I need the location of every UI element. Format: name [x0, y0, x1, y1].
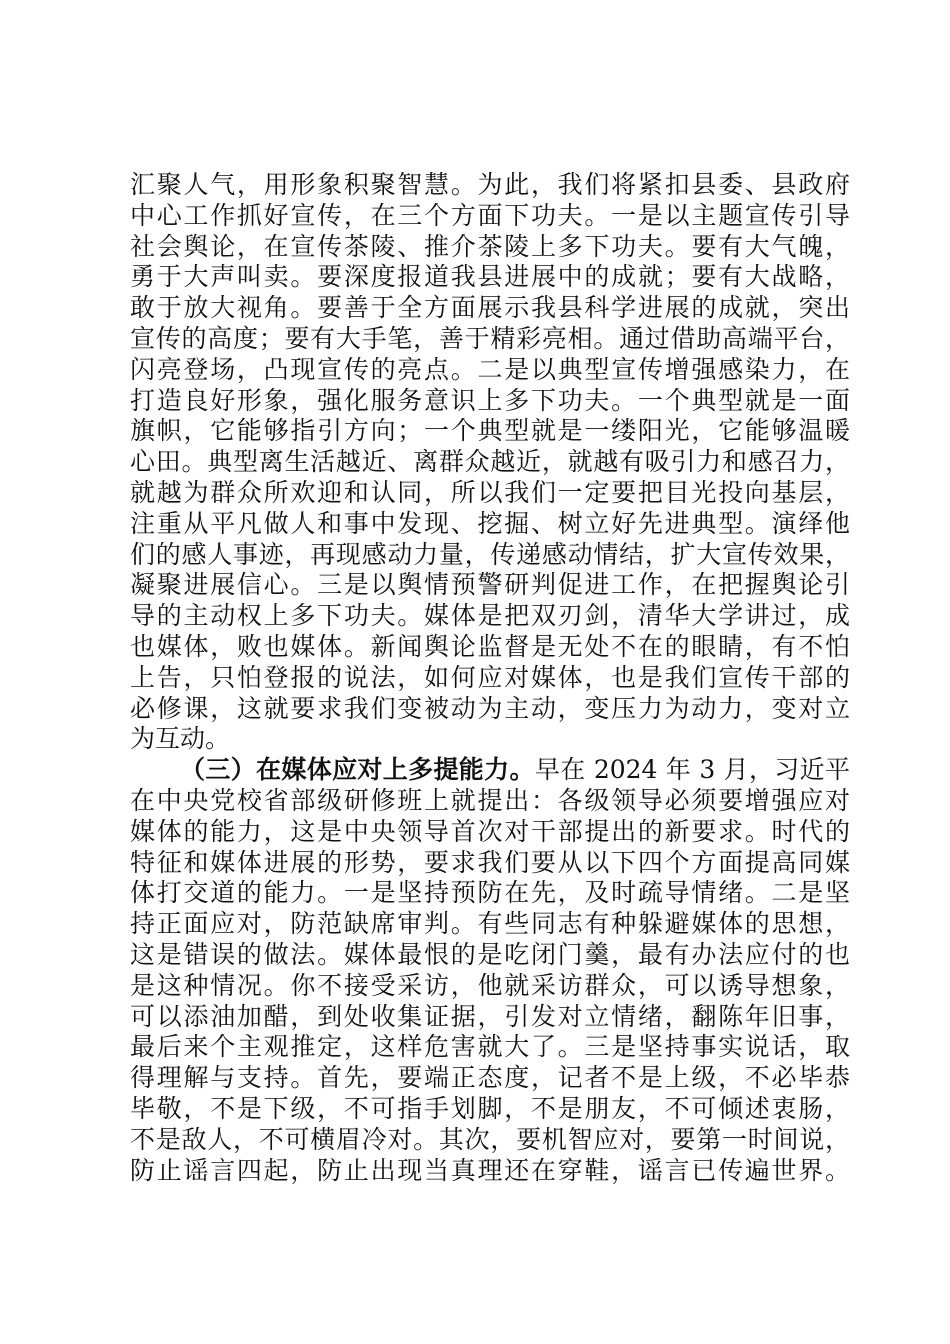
text-line: 是这种情况。你不接受采访，他就采访群众，可以诱导想象， — [130, 970, 850, 1000]
text-line: 为互动。 — [130, 724, 231, 754]
text-line: 汇聚人气，用形象积聚智慧。为此，我们将紧扣县委、县政府 — [130, 170, 850, 199]
text-line: 毕敬，不是下级，不可指手划脚，不是朋友，不可倾述衷肠， — [130, 1093, 850, 1123]
text-line: 们的感人事迹，再现感动力量，传递感动情结，扩大宣传效果， — [130, 539, 850, 569]
text-line: 也媒体，败也媒体。新闻舆论监督是无处不在的眼睛，有不怕 — [130, 631, 850, 661]
text-line: 可以添油加醋，到处收集证据，引发对立情绪，翻陈年旧事， — [130, 1001, 850, 1031]
text-line: 就越为群众所欢迎和认同，所以我们一定要把目光投向基层， — [130, 477, 850, 507]
section-heading-line — [130, 755, 850, 786]
text-line: 在中央党校省部级研修班上就提出：各级领导必须要增强应对 — [130, 785, 850, 815]
text-span: 早在 2024 年 3 月，习近平 — [534, 755, 850, 785]
text-line: 体打交道的能力。一是坚持预防在先，及时疏导情绪。二是坚 — [130, 878, 850, 908]
text-line: 媒体的能力，这是中央领导首次对干部提出的新要求。时代的 — [130, 816, 850, 846]
text-line: 最后来个主观推定，这样危害就大了。三是坚持事实说话，取 — [130, 1032, 850, 1062]
text-line: 旗帜，它能够指引方向；一个典型就是一缕阳光，它能够温暖 — [130, 416, 850, 446]
section-heading: （三）在媒体应对上多提能力。 — [180, 755, 535, 785]
text-line: 社会舆论，在宣传茶陵、推介茶陵上多下功夫。要有大气魄， — [130, 231, 850, 261]
paragraph-1 — [130, 170, 850, 755]
text-line: 打造良好形象，强化服务意识上多下功夫。一个典型就是一面 — [130, 385, 850, 415]
text-line: 敢于放大视角。要善于全方面展示我县科学进展的成就，突出 — [130, 293, 850, 323]
text-line: 心田。典型离生活越近、离群众越近，就越有吸引力和感召力， — [130, 447, 850, 477]
paragraph-2 — [130, 755, 850, 1186]
text-line: 导的主动权上多下功夫。媒体是把双刃剑，清华大学讲过，成 — [130, 601, 850, 631]
text-line: 持正面应对，防范缺席审判。有些同志有种躲避媒体的思想， — [130, 909, 850, 939]
text-line: 必修课，这就要求我们变被动为主动，变压力为动力，变对立 — [130, 693, 850, 723]
text-line: 防止谣言四起，防止出现当真理还在穿鞋，谣言已传遍世界。 — [130, 1155, 850, 1185]
text-line: 特征和媒体进展的形势，要求我们要从以下四个方面提高同媒 — [130, 847, 850, 877]
text-line: 这是错误的做法。媒体最恨的是吃闭门羹，最有办法应付的也 — [130, 939, 850, 969]
text-line: 闪亮登场，凸现宣传的亮点。二是以典型宣传增强感染力，在 — [130, 354, 850, 384]
text-line: 凝聚进展信心。三是以舆情预警研判促进工作，在把握舆论引 — [130, 570, 850, 600]
text-line: 得理解与支持。首先，要端正态度，记者不是上级，不必毕恭 — [130, 1063, 850, 1093]
text-line: 上告，只怕登报的说法，如何应对媒体，也是我们宣传干部的 — [130, 662, 850, 692]
text-line: 不是敌人，不可横眉冷对。其次，要机智应对，要第一时间说， — [130, 1124, 850, 1154]
text-line: 注重从平凡做人和事中发现、挖掘、树立好先进典型。演绎他 — [130, 508, 850, 538]
text-line: 中心工作抓好宣传，在三个方面下功夫。一是以主题宣传引导 — [130, 200, 850, 230]
text-line: 宣传的高度；要有大手笔，善于精彩亮相。通过借助高端平台， — [130, 323, 850, 353]
body-text — [130, 170, 850, 1186]
text-line: 勇于大声叫卖。要深度报道我县进展中的成就；要有大战略， — [130, 262, 850, 292]
